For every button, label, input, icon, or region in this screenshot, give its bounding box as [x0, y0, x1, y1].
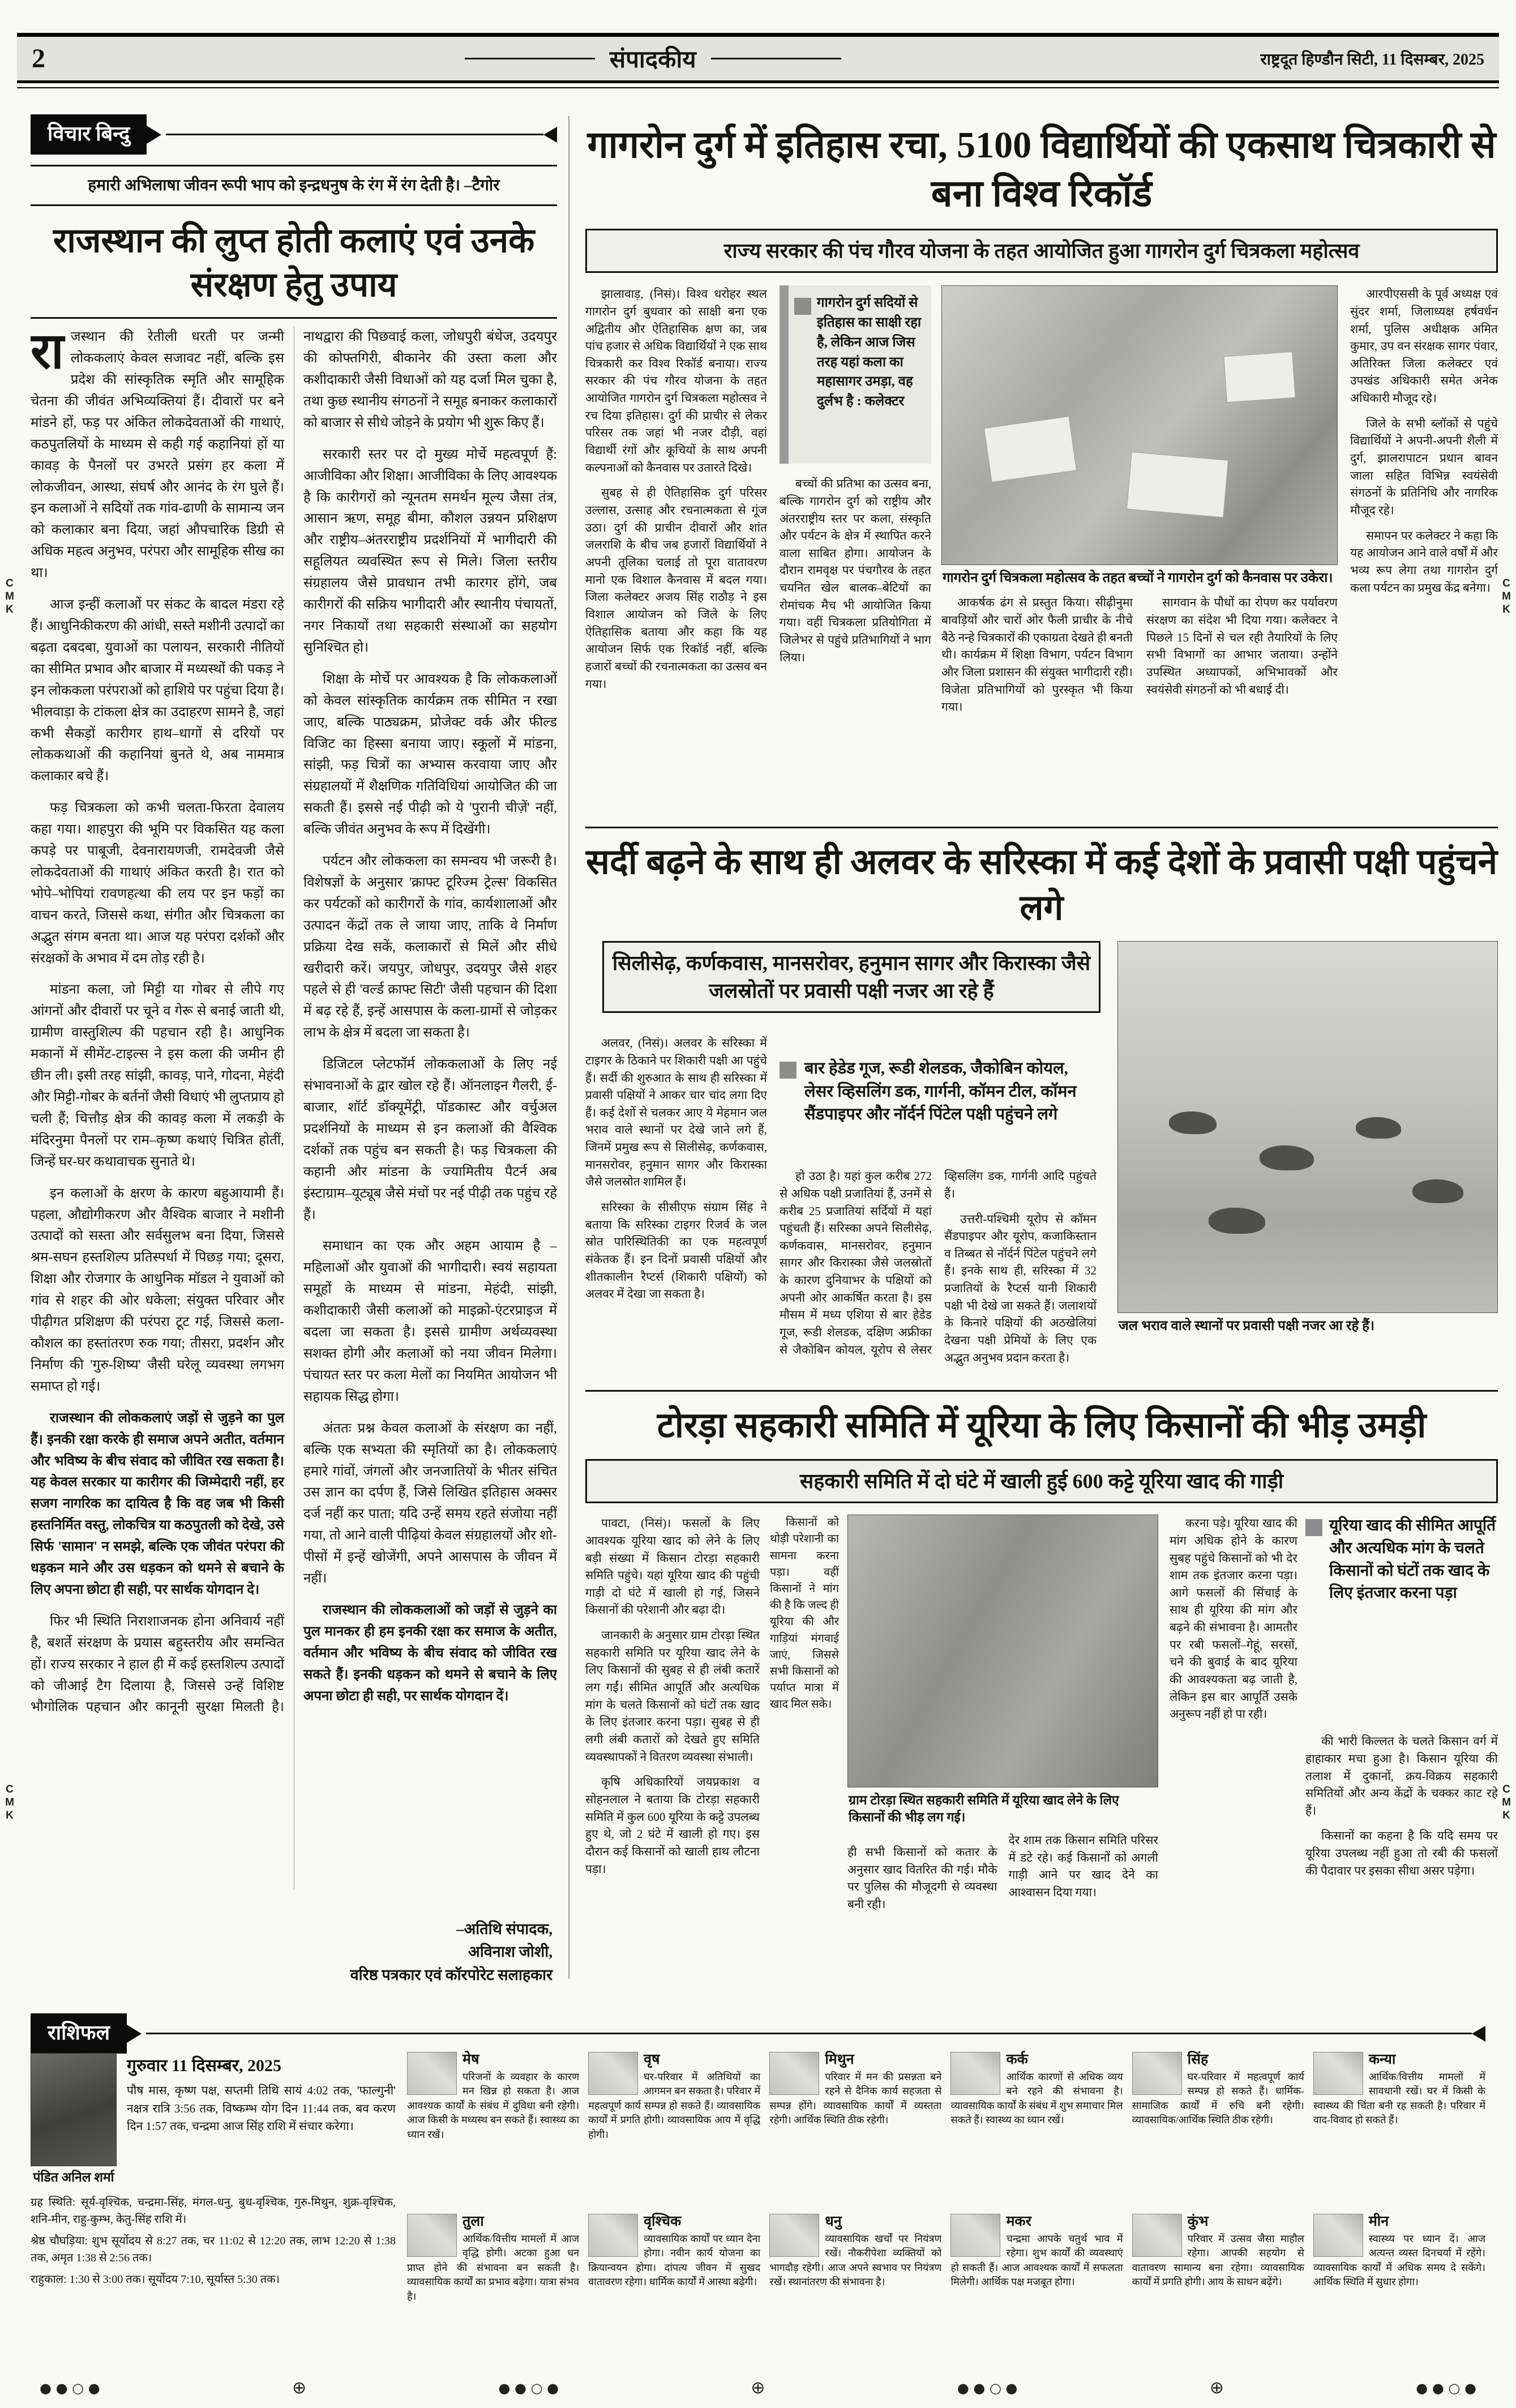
bird-shape: [1169, 1111, 1217, 1134]
epigraph-quote: हमारी अभिलाषा जीवन रूपी भाप को इन्द्रधनुष के रंग में रंग देती है। –टैगोर: [31, 165, 557, 206]
horoscope-flag-label: राशिफल: [31, 2013, 127, 2054]
section-ornament-line: [711, 58, 841, 59]
article-sariska: [585, 827, 1498, 1397]
zodiac-cell: [950, 2212, 1123, 2367]
article-divider-rule: [585, 1390, 1498, 1392]
zodiac-icon: [950, 2052, 1000, 2095]
highlight-note: [1305, 1515, 1498, 1605]
body-paragraph: जिले के सभी ब्लॉकों से पहुंचे विद्यार्थियों ने अपनी-अपनी शैली में दुर्ग, झालरापाटन प्रधान बावन जाला सहित विभिन्न स्वयंसेवी संगठनों के प्रतिनिधि और नागरिक मौजूद रहे।: [1350, 416, 1498, 517]
zodiac-sign-name: मिथुन: [825, 2052, 854, 2067]
flag-rule: [166, 134, 543, 135]
byline-name: अविनाश जोशी,: [468, 1943, 553, 1960]
editorial-headline: राजस्थान की लुप्त होती कलाएं एवं उनके संरक्षण हेतु उपाय: [31, 219, 557, 319]
emphasis-paragraph: राजस्थान की लोककलाएं जड़ों से जुड़ने का पुल हैं। इनकी रक्षा करके ही समाज अपने अतीत, वर्तमान और भविष्य के बीच संवाद को जीवित रख सकता है। यह केवल सरकार या कारीगर की जिम्मेदारी नहीं, हर सजग नागरिक का दायित्व है कि वह जब भी किसी हस्तनिर्मित वस्तु, लोकचित्र या कठपुतली को देखे, उसे सिर्फ 'सामान' न समझे, बल्कि एक जीवंत परंपरा की धड़कन माने और उस धड़कन को थमने से बचाने के लिए अपना छोटा ही सही, पर सार्थक योगदान दे।: [31, 1410, 284, 1597]
article-subhead: राज्य सरकार की पंच गौरव योजना के तहत आयोजित हुआ गागरोन दुर्ग चित्रकला महोत्सव: [585, 229, 1498, 273]
zodiac-prediction: स्वास्थ्य पर ध्यान दें। आज अत्यन्त व्यस्त दिनचर्या में रहेंगे। व्यावसायिक कार्यों में अधिक समय दे सकेंगे। आर्थिक स्थिति में सुधार होगा।: [1313, 2232, 1485, 2288]
horoscope-date: गुरुवार 11 दिसम्बर, 2025: [127, 2056, 282, 2075]
body-paragraph: किसानों को थोड़ी परेशानी का सामना करना पड़ा। वहीं किसानों ने मांग की है कि जल्द ही यूरिया की और गाड़ियां मंगवाई जाएं, जिससे सभी किसानों को पर्याप्त मात्रा में खाद मिल सके।: [770, 1516, 839, 1711]
zodiac-grid: [407, 2050, 1485, 2367]
body-paragraph: फिर भी स्थिति निराशाजनक होना अनिवार्य नहीं है, बशर्ते संरक्षण के प्रयास बहुस्तरीय और समन्वित हों। राज्य सरकार ने हाल ही में कई हस्तशिल्प उत्पादों को जीआई टैग दिलाया है, जिससे उन्हें विशिष्ट भौगोलिक पहचान और कानूनी सुरक्षा मिलती है। नाथद्वारा की पिछवाई कला, जोधपुरी बंधेज, उदयपुर की कोफ्तगिरी, बीकानेर की उस्ता कला और कशीदाकारी जैसी विधाओं को यह दर्जा मिल चुका है, तथा कुछ स्थानीय संगठनों ने समूह बनाकर कलाकारों को बाजार से सीधे जोड़ने के प्रयोग भी शुरू किए हैं।: [31, 330, 557, 1715]
bird-shape: [1209, 1208, 1265, 1234]
mark-m: M: [1502, 590, 1511, 602]
body-paragraph: किसानों का कहना है कि यदि समय पर यूरिया उपलब्ध नहीं हुआ तो रबी की फसलों की पैदावार पर इसका सीधा असर पड़ेगा।: [1305, 1829, 1498, 1877]
dot-marks: ● ● ○ ●: [957, 2380, 1018, 2396]
mark-m: M: [5, 1796, 14, 1808]
text-columns: [780, 1167, 1097, 1397]
body-paragraph: कृषि अधिकारियों जयप्रकाश व सोहनलाल ने बताया कि टोरड़ा सहकारी समिति में कुल 600 यूरिया के कट्टे उपलब्ध हुए थे, जो 2 घंटे में खाली हो गए। इस दौरान कई किसानों को खाली हाथ लौटना पड़ा।: [585, 1775, 760, 1876]
print-registration-mark: [3, 1783, 16, 1822]
zodiac-icon: [588, 2214, 638, 2257]
zodiac-icon: [950, 2214, 1000, 2257]
pull-quote-text: गागरोन दुर्ग सदियों से इतिहास का साक्षी रहा है, लेकिन आज जिस तरह यहां कला का महासागर उमड़ा, वह दुर्लभ है : कलेक्टर: [817, 296, 922, 409]
highlight-note-text: यूरिया खाद की सीमित आपूर्ति और अत्यधिक मांग के चलते किसानों को घंटों तक खाद के लिए इंतजार करना पड़ा: [1329, 1517, 1496, 1602]
dot-marks: ● ● ○ ●: [498, 2380, 559, 2396]
body-paragraph: ही सभी किसानों को कतार के अनुसार खाद वितरित की गई। मौके पर पुलिस की मौजूदगी से व्यवस्था बनी रही।: [847, 1845, 997, 1911]
photo-detail-shape: [1127, 452, 1228, 518]
square-bullet-icon: [794, 298, 811, 315]
zodiac-cell: [1132, 2050, 1304, 2205]
square-bullet-icon: [1305, 1519, 1322, 1536]
section-ornament-line: [465, 58, 595, 59]
zodiac-icon: [1132, 2052, 1182, 2095]
body-paragraph: डिजिटल प्लेटफॉर्म लोककलाओं के लिए नई संभावनाओं के द्वार खोल रहे हैं। ऑनलाइन गैलरी, ई-बाजार, शॉर्ट डॉक्यूमेंट्री, पॉडकास्ट और वर्चुअल प्रदर्शनियों के माध्यम से इन कलाओं की वैश्विक दर्शकों तक पहुंच बन सकती है। फड़ चित्रकला की कहानी और मांडना के ज्यामितीय पैटर्न अब इंस्टाग्राम–यूट्यूब जैसे मंचों पर नई पीढ़ी तक पहुंच रहे हैं।: [303, 1057, 557, 1222]
square-bullet-icon: [780, 1062, 796, 1079]
body-paragraph: झालावाड़, (निसं)। विश्व धरोहर स्थल गागरोन दुर्ग बुधवार को साक्षी बना एक अद्वितीय और ऐतिहासिक क्षण का, जब पांच हजार से अधिक विद्यार्थियों ने एक साथ चित्रकारी कर विश्व रिकॉर्ड बनाया। राज्य सरकार की पंच गौरव योजना के तहत आयोजित गागरोन दुर्ग चित्रकला महोत्सव ने रच दिया इतिहास। दुर्ग की प्राचीर से लेकर परिसर तक जहां भी नजर दौड़ी, वहां विद्यार्थी रंगों और कूचियों के साथ अपनी कल्पनाओं को कैनवास पर उतारते दिखे।: [585, 287, 767, 474]
highlight-note-text: बार हेडेड गूज, रूडी शेलडक, जैकोबिन कोयल, लेसर व्हिसलिंग डक, गार्गनी, कॉमन टील, कॉमन सैंडपाइपर और नॉर्दर्न पिंटेल पक्षी पहुंचने लगे: [804, 1059, 1077, 1124]
drop-cap: रा: [31, 327, 64, 380]
zodiac-sign-name: वृश्चिक: [644, 2214, 682, 2229]
dot-marks: ● ● ○ ●: [1416, 2380, 1476, 2396]
photo-block: [1117, 941, 1498, 1340]
mark-c: C: [1502, 1783, 1510, 1795]
edition-dateline: राष्ट्रदूत हिण्डौन सिटी, 11 दिसम्बर, 2025: [1260, 50, 1484, 69]
body-paragraph: जानकारी के अनुसार ग्राम टोरड़ा स्थित सहकारी समिति पर यूरिया खाद लेने के लिए किसानों की सुबह से ही लंबी कतारें लग गईं। सीमित आपूर्ति और अत्यधिक मांग के चलते किसानों को घंटों तक खाद के लिए इंतजार करना पड़ा। सुबह से ही लगी लंबी कतारों को देखते हुए समिति व्यवस्थापकों ने वितरण व्यवस्था संभाली।: [585, 1628, 760, 1764]
photo-block: [941, 285, 1338, 778]
zodiac-sign-name: वृष: [644, 2052, 660, 2067]
farmers-crowd-photo: [847, 1515, 1158, 1787]
panchang-text: पौष मास, कृष्ण पक्ष, सप्तमी तिथि सायं 4:02 तक, 'फाल्गुनी' नक्षत्र रात्रि 3:56 तक, विष्कम्भ योग दिन 11:44 तक, बव करण दिन 1:57 तक, चन्द्रमा आज सिंह राशि में संचार करेगा।: [127, 2084, 396, 2133]
dot-marks: ● ● ○ ●: [40, 2380, 100, 2396]
zodiac-cell: [407, 2050, 579, 2205]
body-paragraph: अंततः प्रश्न केवल कलाओं के संरक्षण का नहीं, बल्कि एक सभ्यता की स्मृतियों का है। लोककलाएं हमारे गांवों, जंगलों और जनजातियों के भीतर संचित उस ज्ञान का दर्पण हैं, जिसे लिखित इतिहास अक्सर दर्ज नहीं कर पाता; यदि उन्हें समय रहते संजोया नहीं गया, तो आने वाली पीढ़ियां केवल संग्रहालयों और शो-पीसों में इन्हें खोजेंगी, अपने आसपास के जीवन में नहीं।: [303, 1421, 557, 1586]
lead-paragraph-text: जस्थान की रेतीली धरती पर जन्मी लोककलाएं केवल सजावट नहीं, बल्कि इस प्रदेश की सांस्कृतिक स्मृति और सामूहिक चेतना की जीवंत अभिव्यक्तियां हैं। दीवारों पर बने मांडने हों, फड़ पर अंकित लोकदेवताओं की गाथाएं, कठपुतलियों के माध्यम से कही गई कहानियां हों या कावड़ के पैनलों पर उभरते प्रसंग हर कला में लोकजीवन, आस्था, संघर्ष और आनंद के रंग घुले हैं। इन कलाओं ने सदियों तक गांव-ढाणी के सामान्य जन को कलाकार बना दिया, जहां औपचारिक डिग्री से अधिक महत्व अनुभव, परंपरा और सामूहिक सीख का था।: [31, 330, 284, 581]
zodiac-icon: [1313, 2214, 1363, 2257]
byline-designation: वरिष्ठ पत्रकार एवं कॉरपोरेट सलाहकार: [350, 1966, 553, 1983]
article-headline: सर्दी बढ़ने के साथ ही अलवर के सरिस्का में कई देशों के प्रवासी पक्षी पहुंचने लगे: [585, 843, 1498, 927]
flag-rule: [146, 2033, 1472, 2034]
crosshair-icon: ⊕: [751, 2378, 765, 2398]
body-paragraph: इन कलाओं के क्षरण के कारण बहुआयामी हैं। पहला, औद्योगीकरण और वैश्विक बाजार ने मशीनी उत्पादों को सस्ता और सर्वसुलभ बना दिया, जिससे श्रम-सघन हस्तशिल्प प्रतिस्पर्धा में पिछड़ गया; दूसरा, शिक्षा और रोजगार के आधुनिक मॉडल ने युवाओं को गांव से शहर की ओर धकेला; संयुक्त परिवार और पीढ़ीगत प्रशिक्षण की परंपरा टूट गई, जिससे कला-कौशल का हस्तांतरण रुक गया; तीसरा, प्रदर्शन और निर्माण की 'गुरु-शिष्य' जैसी घरेलू व्यवस्था लगभग समाप्त हो गई।: [31, 1186, 284, 1394]
photo-block: [847, 1515, 1158, 1929]
body-paragraph: बच्चों की प्रतिभा का उत्सव बना, बल्कि गागरोन दुर्ग को राष्ट्रीय और अंतरराष्ट्रीय स्तर पर कला, संस्कृति और पर्यटन के क्षेत्र में स्थापित करने वाला साबित होगा। आयोजन के दौरान रामवृक्ष पर पंचगौरव के तहत चयनित खेल बालक–बेटियों का रोमांचक मैच भी आयोजित किया गया। वहीं चित्रकला प्रतियोगिता में जिलेभर से पहुंचे प्रतिभागियों ने भाग लिया।: [780, 477, 931, 664]
horoscope-section: [31, 2013, 1485, 2371]
text-column: [1350, 285, 1498, 803]
astro-details: [31, 2194, 396, 2288]
article-subhead: सहकारी समिति में दो घंटे में खाली हुई 600 कट्टे यूरिया खाद की गाड़ी: [585, 1459, 1498, 1504]
text-column: [1170, 1515, 1297, 1936]
body-paragraph: उत्तरी-पश्चिमी यूरोप से कॉमन सैंडपाइपर और यूरोप, कजाकिस्तान व तिब्बत से नॉर्दर्न पिंटेल पहुंचने लगे हैं। इनके साथ ही, सरिस्का में 32 प्रजातियों के रैप्टर्स यानी शिकारी पक्षी भी देखे जा सकते हैं। जलाशयों के किनारे पक्षियों की अठखेलियां देखना पक्षी प्रेमियों के लिए एक अद्भुत अनुभव प्रदान करता है।: [944, 1212, 1097, 1365]
zodiac-prediction: आर्थिक/वित्तीय मामलों में सावधानी रखें। घर में किसी के स्वास्थ्य की चिंता बनी रह सकती है। परिवार में वाद-विवाद हो सकते हैं।: [1313, 2071, 1485, 2126]
mark-k: K: [6, 603, 14, 615]
photo-caption: ग्राम टोरड़ा स्थित सहकारी समिति में यूरिया खाद लेने के लिए किसानों की भीड़ लग गई।: [849, 1793, 1119, 1825]
body-paragraph: सुबह से ही ऐतिहासिक दुर्ग परिसर उल्लास, उत्साह और रचनात्मकता से गूंज उठा। दुर्ग की प्राचीन दीवारों और शांत जलराशि के बीच जब हजारों विद्यार्थियों ने अपनी तूलिका चलाई तो पूरा वातावरण मानो एक विशाल कैनवास में बदल गया। जिला कलेक्टर अजय सिंह राठौड़ ने इस विशाल आयोजन को जिले के लिए ऐतिहासिक बताया और कहा कि यह आयोजन सिर्फ एक रिकॉर्ड नहीं, बल्कि हजारों बच्चों की रचनात्मकता का उत्सव बन गया।: [585, 486, 767, 691]
zodiac-icon: [769, 2214, 819, 2257]
photo-caption: गागरोन दुर्ग चित्रकला महोत्सव के तहत बच्चों ने गागरोन दुर्ग को कैनवास पर उकेरा।: [943, 571, 1333, 586]
print-registration-mark: [3, 578, 16, 616]
body-paragraph: देर शाम तक किसान समिति परिसर में डटे रहे। कई किसानों को अगली गाड़ी आने पर खाद देने का आश्वासन दिया गया।: [1008, 1833, 1158, 1899]
zodiac-cell: [1132, 2212, 1304, 2367]
editorial-body: [31, 327, 557, 1889]
zodiac-prediction: आर्थिक कारणों से अधिक व्यय बने रहने की संभावना है। व्यावसायिक कार्यों के संबंध में शुभ समाचार मिल सकते हैं। स्वास्थ्य का ध्यान रखें।: [950, 2071, 1123, 2126]
zodiac-sign-name: कन्या: [1368, 2052, 1396, 2067]
body-paragraph: सरिस्का के सीसीएफ संग्राम सिंह ने बताया कि सरिस्का टाइगर रिजर्व के जल स्रोत पारिस्थितिकी का एक महत्वपूर्ण संकेतक हैं। इन दिनों प्रवासी पक्षियों और शीतकालीन रैप्टर्स (शिकारी पक्षियों) को अलवर में देखा जा सकता है।: [585, 1200, 767, 1301]
page-number: 2: [32, 44, 45, 74]
gagron-festival-photo: [941, 285, 1338, 565]
mark-c: C: [1502, 578, 1510, 589]
mark-k: K: [1502, 1809, 1510, 1821]
bird-shape: [1260, 1145, 1314, 1170]
body-paragraph: समाधान का एक और अहम आयाम है – महिलाओं और युवाओं की भागीदारी। स्वयं सहायता समूहों के माध्यम से मांडना, मेहंदी, सांझी, कशीदाकारी जैसी कलाओं को माइक्रो-एंटरप्राइज में बदला जा सकता है। इससे ग्रामीण अर्थव्यवस्था सशक्त होगी और कलाओं को नया जीवन मिलेगा। पंचायत स्तर पर कला मेलों का नियमित आयोजन भी सहायक सिद्ध होगा।: [303, 1239, 557, 1404]
zodiac-prediction: घर-परिवार में महत्वपूर्ण कार्य सम्पन्न हो सकते हैं। धार्मिक-सामाजिक कार्यों में रुचि बनी रहेगी। व्यावसायिक/आर्थिक स्थिति ठीक रहेगी।: [1132, 2071, 1304, 2126]
article-divider-rule: [585, 827, 1498, 828]
narrow-text-column: [770, 1515, 839, 1936]
flag-arrow-icon: [147, 126, 161, 144]
flag-arrowhead-icon: [543, 127, 557, 143]
closing-paragraph: राजस्थान की लोककलाओं को जड़ों से जुड़ने का पुल मानकर ही हम इनकी रक्षा कर समाज के अतीत, वर्तमान और भविष्य के बीच संवाद को जीवित रख सकते हैं। इनकी धड़कन को थमने से बचाने के लिए अपना छोटा ही सही, पर सार्थक योगदान दें।: [303, 1602, 557, 1704]
footer-print-marks: [40, 2378, 1476, 2398]
zodiac-cell: [588, 2212, 760, 2367]
rahukal: राहुकाल: 1:30 से 3:00 तक। सूर्योदय 7:10, सूर्यास्त 5:30 तक।: [31, 2273, 280, 2286]
column-divider-rule: [568, 116, 569, 1979]
mark-m: M: [5, 590, 14, 602]
body-paragraph: सागवान के पौधों का रोपण कर पर्यावरण संरक्षण का संदेश भी दिया गया। कलेक्टर ने पिछले 15 दिनों से चल रही तैयारियों के लिए सभी विभागों का आभार जताया। उन्होंने उपस्थित अध्यापकों, अभिभावकों और स्वयंसेवी संगठनों को भी बधाई दी।: [1146, 596, 1338, 696]
vichar-bindu-column: [31, 114, 557, 1988]
masthead-double-rule: [17, 80, 1499, 88]
zodiac-sign-name: मीन: [1368, 2214, 1389, 2229]
crosshair-icon: ⊕: [1209, 2378, 1224, 2398]
mark-c: C: [6, 1783, 14, 1795]
astrologer-name: पंडित अनिल शर्मा: [33, 2170, 114, 2184]
pull-quote-box: [780, 285, 931, 464]
highlight-note: [780, 1057, 1097, 1126]
zodiac-prediction: व्यावसायिक कार्यों पर ध्यान देना होगा। नवीन कार्य योजना का क्रियान्वयन होगा। दांपत्य जीवन में सुखद वातावरण रहेगा। धार्मिक कार्यों में आस्था बढ़ेगी।: [588, 2232, 761, 2288]
article-content: [585, 1515, 1498, 1936]
article-headline: गागरोन दुर्ग में इतिहास रचा, 5100 विद्यार्थियों की एकसाथ चित्रकारी से बना विश्व रिकॉर्ड: [587, 125, 1496, 215]
zodiac-sign-name: सिंह: [1187, 2052, 1209, 2067]
body-paragraph: फड़ चित्रकला को कभी चलता-फिरता देवालय कहा गया। शाहपुरा की भूमि पर विकसित यह कला कपड़े पर पाबूजी, देवनारायणजी, रामदेवजी जैसे लोकदेवताओं की गाथाएं अंकित करती है। रात को भोपे–भोपियां रावणहत्था की लय पर इन फड़ों का वाचन करते, जिससे कथा, संगीत और चित्रकला का अद्भुत संगम बनता था। आज यह परंपरा दर्शकों और संरक्षकों के अभाव में दम तोड़ रही है।: [31, 801, 284, 966]
crosshair-icon: ⊕: [292, 2378, 307, 2398]
body-paragraph: शिक्षा के मोर्चे पर आवश्यक है कि लोककलाओं को केवल सांस्कृतिक कार्यक्रम तक सीमित न रखा जाए, बल्कि पाठ्यक्रम, प्रोजेक्ट वर्क और फील्ड विजिट का हिस्सा बनाया जाए। स्कूलों में मांडना, सांझी, फड़ चित्रों का अभ्यास करवाया जाए और संग्रहालयों में शैक्षणिक गतिविधियां आयोजित की जा सकती हैं। इससे नई पीढ़ी को ये 'पुरानी चीज़ें' नहीं, बल्कि जीवंत अनुभव के रूप में दिखेंगी।: [303, 671, 557, 837]
article-torda: [585, 1390, 1498, 1936]
flag-arrow-icon: [127, 2025, 142, 2043]
zodiac-cell: [1313, 2050, 1485, 2205]
panchang-panel: [31, 2053, 396, 2292]
zodiac-prediction: परिजनों के व्यवहार के कारण मन खिन्न हो सकता है। आज आवश्यक कार्यों के संबंध में दुविधा बनी रहेगी। आज किसी के मध्यस्थ बन सकते हैं। स्वास्थ्य का ध्यान रखें।: [407, 2071, 580, 2140]
zodiac-icon: [769, 2052, 819, 2095]
zodiac-icon: [1313, 2052, 1363, 2095]
zodiac-cell: [769, 2212, 941, 2367]
photo-caption: जल भराव वाले स्थानों पर प्रवासी पक्षी नजर आ रहे हैं।: [1119, 1319, 1375, 1334]
flag-arrowhead-icon: [1472, 2026, 1485, 2042]
zodiac-prediction: चन्द्रमा आपके चतुर्थ भाव में रहेगा। शुभ कार्यों की व्यवस्थाएं हो सकती हैं। आज आवश्यक कार्यों में सफलता मिलेगी। आर्थिक पक्ष मजबूत होगा।: [950, 2232, 1123, 2288]
zodiac-sign-name: कर्क: [1006, 2052, 1028, 2067]
zodiac-sign-name: धनु: [825, 2214, 842, 2229]
article-subhead: सिलीसेढ़, कर्णकवास, मानसरोवर, हनुमान सागर और किरास्का जैसे जलस्रोतों पर प्रवासी पक्षी नजर आ रहे हैं: [602, 941, 1100, 1013]
body-paragraph: अलवर, (निसं)। अलवर के सरिस्का में टाइगर के ठिकाने पर शिकारी पक्षी आ पहुंचे हैं। सर्दी की शुरुआत के साथ ही सरिस्का में प्रवासी पक्षियों ने आकर चार चांद लगा दिए हैं। कई देशों से चलकर आए ये मेहमान जल भराव वाले स्थानों पर देखे जाने लगे हैं, जिनमें प्रमुख रूप से सिलीसेढ़, कर्णकवास, मानसरोवर, हनुमान सागर और किरास्का जैसे जलस्रोत शामिल हैं।: [585, 1036, 767, 1189]
zodiac-icon: [1132, 2214, 1182, 2257]
zodiac-icon: [588, 2052, 638, 2095]
text-column: [1305, 1733, 1498, 1936]
zodiac-sign-name: कुंभ: [1187, 2214, 1209, 2229]
photo-detail-shape: [984, 416, 1077, 482]
body-paragraph: हो उठा है। यहां कुल करीब 272 से अधिक पक्षी प्रजातियां हैं, उनमें से करीब 25 प्रजातियां सर्दियों में यहां पहुंचती हैं। सरिस्का अपने सिलीसेढ़, कर्णकवास, मानसरोवर, हनुमान सागर और किरास्का जैसे जलस्रोतों के कारण दुनियाभर के पक्षियों को अपनी ओर आकर्षित करता है। इस मौसम में मध्य एशिया से बार हेडेड गूज, रूडी शेलडक, दक्षिण अफ्रीका से जैकोबिन कोयल, यूरोप से लेसर व्हिसलिंग डक, गार्गनी आदि पहुंचते हैं।: [780, 1169, 1097, 1357]
text-column: [585, 1034, 767, 1397]
text-column: [780, 475, 931, 803]
print-registration-mark: [1500, 578, 1513, 616]
body-paragraph: [31, 327, 284, 584]
mark-k: K: [6, 1809, 14, 1821]
zodiac-prediction: परिवार में मन की प्रसन्नता बने रहने से दैनिक कार्य सहजता से सम्पन्न होंगे। व्यावसायिक कार्यों में व्यस्तता रहेगी। आर्थिक स्थिति ठीक रहेगी।: [769, 2071, 942, 2126]
byline-role: –अतिथि संपादक,: [456, 1920, 553, 1937]
zodiac-cell: [588, 2050, 760, 2205]
zodiac-sign-name: मकर: [1006, 2214, 1031, 2229]
text-columns-under-photo: [847, 1832, 1158, 1929]
grah-sthiti: ग्रह स्थिति: सूर्य-वृश्चिक, चन्द्रमा-सिंह, मंगल-धनु, बुध-वृश्चिक, गुरु-मिथुन, शुक्र-वृश्चिक, शनि-मीन, राहु-कुम्भ, केतु-सिंह राशि में।: [31, 2196, 396, 2226]
photo-detail-shape: [1223, 352, 1295, 403]
text-column: [585, 1515, 760, 1936]
zodiac-prediction: आर्थिक/वित्तीय मामलों में आज वृद्धि होगी। अटका हुआ धन प्राप्त होने की संभावना बन सकती है। व्यावसायिक कार्यों का प्रभाव बढ़ेगा। यात्रा संभव है।: [407, 2232, 580, 2302]
section-title: संपादकीय: [609, 47, 696, 73]
author-byline: [350, 1918, 553, 1987]
body-paragraph: आज इन्हीं कलाओं पर संकट के बादल मंडरा रहे हैं। आधुनिकीकरण की आंधी, सस्ते मशीनी उत्पादों का बढ़ता दबदबा, युवाओं का पलायन, सरकारी नीतियों का सीमित प्रभाव और बाजार में मध्यस्थों की पकड़ ने इन लोककला परंपराओं को हाशिये पर पहुंचा दिया है। भीलवाड़ा के टांकला क्षेत्र का उदाहरण सामने है, जहां कभी सैकड़ों कारीगर हाथ–धागों से दरियों पर लोककथाओं की कहानियां बुनते थे, अब नाममात्र कलाकार बचे हैं।: [31, 597, 284, 784]
zodiac-sign-name: तुला: [462, 2214, 484, 2229]
zodiac-sign-name: मेष: [462, 2052, 479, 2067]
masthead-top-rule: [17, 33, 1499, 37]
body-paragraph: पावटा, (निसं)। फसलों के लिए आवश्यक यूरिया खाद को लेने के लिए बड़ी संख्या में किसान टोरड़ा सहकारी समिति पहुंचे। यहां यूरिया खाद की पहुंची गाड़ी दो घंटे में खाली हो गई, जिसने किसानों की परेशानी और बढ़ा दी।: [585, 1516, 760, 1617]
mark-k: K: [1502, 603, 1510, 615]
zodiac-cell: [769, 2050, 941, 2205]
text-column: [585, 285, 767, 803]
text-columns-under-photo: [941, 594, 1338, 778]
zodiac-icon: [407, 2214, 457, 2257]
horoscope-flag: [31, 2013, 1485, 2054]
mark-c: C: [6, 578, 14, 589]
body-paragraph: करना पड़े। यूरिया खाद की मांग अधिक होने के कारण सुबह पहुंचे किसानों को भी देर शाम तक इंतजार करना पड़ा। आगे फसलों की सिंचाई के साथ ही यूरिया की मांग और बढ़ने की संभावना है। आमतौर पर रबी फसलों–गेहूं, सरसों, चने की बुवाई के बाद यूरिया की आवश्यकता बढ़ जाती है, लेकिन इस बार आपूर्ति उसके अनुरूप नहीं हो पा रही।: [1170, 1516, 1297, 1721]
masthead: [17, 33, 1499, 88]
body-paragraph: मांडना कला, जो मिट्टी या गोबर से लीपे गए आंगनों और दीवारों पर चूने व गेरू से बनाई जाती थी, ग्रामीण वास्तुशिल्प की पहचान रही है। आधुनिक मकानों में सीमेंट-टाइल्स ने इस कला की जमीन ही छीन ली। इसी तरह सांझी, कावड़, पाने, गोदना, मेहंदी और मिट्टी-गोबर के बर्तनों जैसी विधाएं भी लुप्तप्राय हो चली हैं; चित्तौड़ क्षेत्र की कावड़ कला में लकड़ी के मंदिरनुमा पैनलों पर राम–कृष्ण कथाएं चित्रित होतीं, जिन्हें घर-घर कथावाचक सुनाते थे।: [31, 982, 284, 1169]
print-registration-mark: [1500, 1783, 1513, 1822]
zodiac-cell: [1313, 2212, 1485, 2367]
zodiac-cell: [950, 2050, 1123, 2205]
zodiac-prediction: व्यावसायिक खर्चों पर नियंत्रण रखें। नौकरीपेशा व्यक्तियों को भागदौड़ रहेगी। आज अपने स्वभाव पर नियंत्रण रखें। स्थानांतरण की संभावना है।: [769, 2232, 942, 2288]
vichar-bindu-flag: [31, 114, 557, 155]
body-paragraph: समापन पर कलेक्टर ने कहा कि यह आयोजन आने वाले वर्षों में और भव्य रूप लेगा तथा गागरोन दुर्ग कला पर्यटन का प्रमुख केंद्र बनेगा।: [1350, 528, 1498, 594]
zodiac-prediction: परिवार में उत्सव जैसा माहौल रहेगा। आपकी सहयोग से वातावरण सामान्य बना रहेगा। व्यावसायिक कार्यों में प्रगति होगी। आय के साधन बढ़ेंगे।: [1132, 2232, 1304, 2288]
zodiac-prediction: घर-परिवार में अतिथियों का आगमन बन सकता है। परिवार में महत्वपूर्ण कार्य सम्पन्न हो सकते हैं। व्यावसायिक कार्यों में प्रगति होगी। व्यावसायिक आय में वृद्धि होगी।: [588, 2071, 761, 2140]
article-content: [585, 285, 1498, 803]
bird-shape: [1356, 1117, 1401, 1139]
body-paragraph: की भारी किल्लत के चलते किसान वर्ग में हाहाकार मचा हुआ है। किसान यूरिया की तलाश में दुकानों, क्रय-विक्रय सहकारी समितियों और अन्य केंद्रों के चक्कर काट रहे हैं।: [1305, 1734, 1498, 1817]
body-paragraph: आकर्षक ढंग से प्रस्तुत किया। सीढ़ीनुमा बावड़ियों और चारों ओर फैली प्राचीर के नीचे बैठे नन्हे चित्रकारों की एकाग्रता देखते ही बनती थी। कार्यक्रम में शिक्षा विभाग, पर्यटन विभाग और जिला प्रशासन की संयुक्त भागीदारी रही। विजेता प्रतिभागियों को पुरस्कृत भी किया गया।: [941, 596, 1133, 714]
body-paragraph: पर्यटन और लोककला का समन्वय भी जरूरी है। विशेषज्ञों के अनुसार 'क्राफ्ट टूरिज्म ट्रेल्स' विकसित कर पर्यटकों को कारीगरों के गांव, कार्यशालाओं और उत्पादन केंद्रों तक ले जाया जाए, ताकि वे निर्माण प्रक्रिया देख सकें, कलाकारों से मिलें और सीधे खरीदारी करें। जयपुर, जोधपुर, उदयपुर जैसे शहर पहले से ही 'वर्ल्ड क्राफ्ट सिटी' जैसी पहचान की दिशा में बढ़ रहे हैं, इन्हें आसपास के कला-ग्रामों से जोड़कर लाभ के क्षेत्र में बदला जा सकता है।: [303, 854, 557, 1041]
article-gagron: [585, 121, 1498, 803]
article-headline: टोरड़ा सहकारी समिति में यूरिया के लिए किसानों की भीड़ उमड़ी: [657, 1406, 1427, 1445]
body-paragraph: आरपीएससी के पूर्व अध्यक्ष एवं सुंदर शर्मा, जिलाध्यक्ष हर्षवर्धन शर्मा, पुलिस अधीक्षक अमित कुमार, उप वन संरक्षक सागर पंवार, अतिरिक्त जिला कलेक्टर एवं उपखंड अधिकारी समेत अनेक अधिकारी मौजूद रहे।: [1350, 287, 1498, 405]
vichar-bindu-flag-label: विचार बिन्दु: [31, 114, 147, 155]
mark-m: M: [1502, 1796, 1511, 1808]
zodiac-cell: [407, 2212, 579, 2367]
chaughadiya: श्रेष्ठ चौघड़िया: शुभ सूर्योदय से 8:27 तक, चर 11:02 से 12:20 तक, लाभ 12:20 से 1:38 तक, अमृत 1:38 से 2:56 तक।: [31, 2234, 396, 2264]
article-content: [585, 941, 1498, 1397]
migratory-birds-photo: [1117, 941, 1498, 1313]
bird-shape: [1412, 1179, 1463, 1203]
body-paragraph: सरकारी स्तर पर दो मुख्य मोर्चे महत्वपूर्ण हैं: आजीविका और शिक्षा। आजीविका के लिए आवश्यक है कि कारीगरों को न्यूनतम समर्थन मूल्य जैसा तंत्र, आसान ऋण, समूह बीमा, कौशल उन्नयन प्रशिक्षण और राष्ट्रीय–अंतरराष्ट्रीय प्रदर्शनियों में भागीदारी की सहूलियत व्यवस्थित रूप से मिले। जिला स्तरीय संग्रहालय जैसे प्रावधान तभी कारगर होंगे, जब कारीगरों की सक्रिय भागीदारी और स्थानीय पंचायतों, नगर निकायों तथा सहकारी संस्थाओं का सहयोग सुनिश्चित हो।: [303, 447, 557, 655]
astrologer-portrait: [31, 2053, 117, 2166]
zodiac-icon: [407, 2052, 457, 2095]
